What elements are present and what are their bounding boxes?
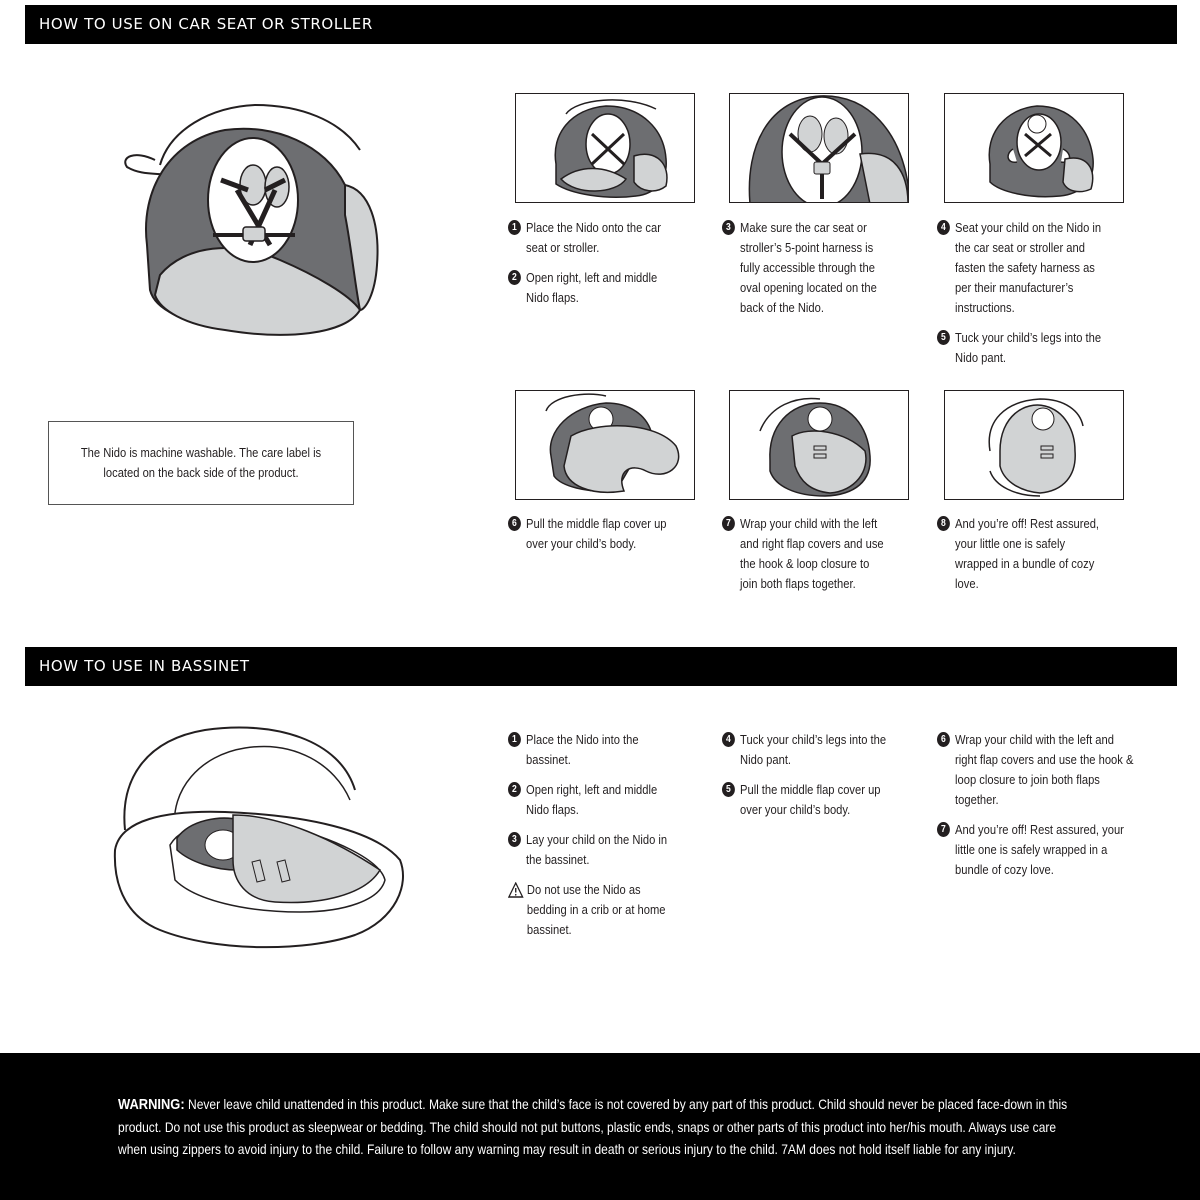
bassinet-steps-col-3 xyxy=(937,730,1135,890)
harness-closeup-illustration xyxy=(730,94,909,203)
step-item xyxy=(508,218,676,258)
caution-item xyxy=(508,880,676,940)
car-seat-illustration xyxy=(115,95,405,355)
step-text: Make sure the car seat or stroller’s 5-point harness is fully accessible through the oval opening located on the back of the Nido. xyxy=(740,220,877,315)
steps-col-1 xyxy=(508,218,676,318)
step-item xyxy=(937,820,1135,880)
step-text: Tuck your child’s legs into the Nido pant. xyxy=(740,732,887,767)
step-number-icon: 8 xyxy=(937,516,950,531)
step-item xyxy=(937,730,1135,810)
steps-col-2-row-2 xyxy=(722,514,890,604)
wrap-flaps-illustration xyxy=(730,391,909,500)
step-text: Seat your child on the Nido in the car seat or stroller and fasten the safety harness as per their manufacturer’s instructions. xyxy=(955,220,1102,315)
step-number-icon: 3 xyxy=(722,220,735,235)
step-item xyxy=(722,514,890,594)
warning-paragraph xyxy=(118,1093,1081,1160)
wrapped-child-illustration xyxy=(945,391,1124,500)
warning-label: WARNING: xyxy=(118,1096,185,1113)
step-item xyxy=(722,780,890,820)
step-text: Open right, left and middle Nido flaps. xyxy=(526,782,658,817)
child-seated-illustration xyxy=(945,94,1124,203)
step-number-icon: 4 xyxy=(937,220,950,235)
step-3-image xyxy=(729,93,909,203)
step-text: And you’re off! Rest assured, your little one is safely wrapped in a bundle of cozy love. xyxy=(955,516,1100,591)
step-text: Place the Nido onto the car seat or stroller. xyxy=(526,220,661,255)
step-number-icon: 7 xyxy=(937,822,950,837)
step-number-icon: 6 xyxy=(937,732,950,747)
step-number-icon: 5 xyxy=(722,782,735,797)
step-text: Tuck your child’s legs into the Nido pant. xyxy=(955,330,1102,365)
warning-text: Never leave child unattended in this product. Make sure that the child’s face is not covered by any part of this product. Child should never be placed face-down in this product. Do not use this product as sleepwear or bedding. The child should not put buttons, plastic ends, snaps or other parts of this product into her/his mouth. Always use care when using zippers to avoid injury to the child. Failure to follow any warning may result in death or serious injury to the child. 7AM does not hold itself liable for any injury. xyxy=(118,1096,1068,1157)
bassinet-steps-col-1 xyxy=(508,730,676,950)
step-6-image xyxy=(515,390,695,500)
bassinet-illustration xyxy=(105,720,425,960)
steps-col-1-row-2 xyxy=(508,514,676,564)
middle-flap-illustration xyxy=(516,391,695,500)
step-8-image xyxy=(944,390,1124,500)
steps-col-3 xyxy=(937,218,1105,378)
section-header-bassinet: HOW TO USE IN BASSINET xyxy=(25,647,1177,686)
step-text: Pull the middle flap cover up over your child’s body. xyxy=(526,516,667,551)
step-item xyxy=(937,218,1105,318)
step-number-icon: 5 xyxy=(937,330,950,345)
steps-col-3-row-2 xyxy=(937,514,1105,604)
warning-triangle-icon xyxy=(508,882,523,898)
step-text: And you’re off! Rest assured, your little one is safely wrapped in a bundle of cozy love. xyxy=(955,822,1124,877)
steps-col-2 xyxy=(722,218,890,328)
step-text: Lay your child on the Nido in the bassinet. xyxy=(526,832,668,867)
care-note-text: The Nido is machine washable. The care label is located on the back side of the product. xyxy=(80,445,322,480)
step-text: Place the Nido into the bassinet. xyxy=(526,732,639,767)
step-number-icon: 2 xyxy=(508,782,521,797)
step-number-icon: 7 xyxy=(722,516,735,531)
step-text: Wrap your child with the left and right flap covers and use the hook & loop closure to join both flaps together. xyxy=(740,516,884,591)
step-item xyxy=(508,830,676,870)
step-item xyxy=(508,780,676,820)
caution-text: Do not use the Nido as bedding in a crib or at home bassinet. xyxy=(526,882,666,937)
step-item xyxy=(937,514,1105,594)
step-number-icon: 2 xyxy=(508,270,521,285)
step-item xyxy=(508,730,676,770)
step-item xyxy=(508,268,676,308)
bassinet-steps-col-2 xyxy=(722,730,890,830)
step-item xyxy=(722,218,890,318)
step-text: Wrap your child with the left and right flap covers and use the hook & loop closure to join both flaps together. xyxy=(955,732,1134,807)
step-number-icon: 3 xyxy=(508,832,521,847)
step-1-2-image xyxy=(515,93,695,203)
step-7-image xyxy=(729,390,909,500)
step-item xyxy=(722,730,890,770)
step-number-icon: 4 xyxy=(722,732,735,747)
step-number-icon: 6 xyxy=(508,516,521,531)
step-text: Pull the middle flap cover up over your child’s body. xyxy=(740,782,881,817)
car-seat-open-flaps-illustration xyxy=(516,94,695,203)
step-text: Open right, left and middle Nido flaps. xyxy=(526,270,658,305)
step-number-icon: 1 xyxy=(508,732,521,747)
step-number-icon: 1 xyxy=(508,220,521,235)
step-item xyxy=(508,514,676,554)
warning-footer xyxy=(0,1053,1200,1200)
step-4-5-image xyxy=(944,93,1124,203)
care-note-box xyxy=(48,421,354,505)
section-header-car-seat: HOW TO USE ON CAR SEAT OR STROLLER xyxy=(25,5,1177,44)
step-item xyxy=(937,328,1105,368)
